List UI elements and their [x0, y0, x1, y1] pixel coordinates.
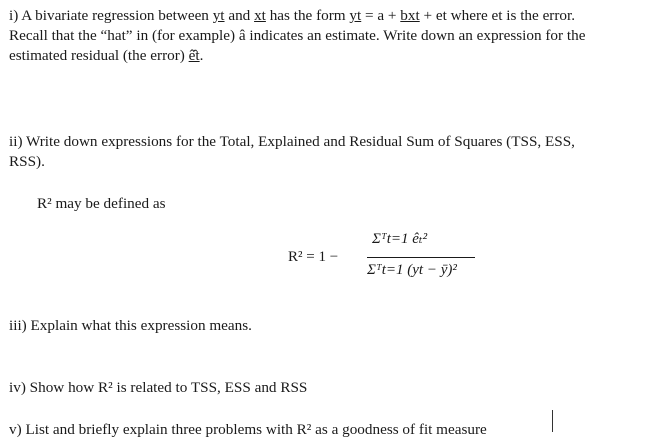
- question-3: iii) Explain what this expression means.: [9, 317, 252, 334]
- e-hat-term: ê̂t: [188, 47, 200, 64]
- fraction-bar: [367, 257, 475, 258]
- formula-numerator: Σᵀt=1 êₜ²: [372, 231, 428, 247]
- question-1-line-3: [9, 46, 203, 65]
- question-1-line-1: [9, 6, 575, 25]
- q1-text-d: = a +: [361, 7, 401, 24]
- q1-text-f: estimated residual (the error): [9, 47, 189, 64]
- question-4: iv) Show how R² is related to TSS, ESS and RSS: [9, 379, 308, 396]
- r-squared-formula: [288, 226, 488, 290]
- question-5: v) List and briefly explain three problems with R² as a goodness of fit measure: [9, 421, 487, 438]
- y-t-term: yt: [212, 7, 225, 24]
- y-t-term-2: yt: [349, 7, 362, 24]
- formula-denominator: Σᵀt=1 (yt − ȳ)²: [367, 262, 457, 278]
- q1-text-g: .: [199, 47, 204, 64]
- question-2-line-1: ii) Write down expressions for the Total, Explained and Residual Sum of Squares (TSS, ESS,: [9, 133, 575, 150]
- r2-intro: R² may be defined as: [37, 195, 166, 212]
- q1-text-e: + et where et is the error.: [419, 7, 576, 24]
- q1-text-c: has the form: [265, 7, 350, 24]
- q1-text-b: and: [224, 7, 255, 24]
- question-1-line-2: Recall that the “hat” in (for example) â indicates an estimate. Write down an expression for the: [9, 27, 586, 44]
- question-2-line-2: RSS).: [9, 153, 45, 170]
- bx-t-term: bxt: [400, 7, 420, 24]
- text-cursor: [552, 410, 553, 432]
- formula-lhs: R² = 1 −: [288, 249, 339, 265]
- q1-text-a: i) A bivariate regression between: [9, 7, 213, 24]
- x-t-term: xt: [254, 7, 266, 24]
